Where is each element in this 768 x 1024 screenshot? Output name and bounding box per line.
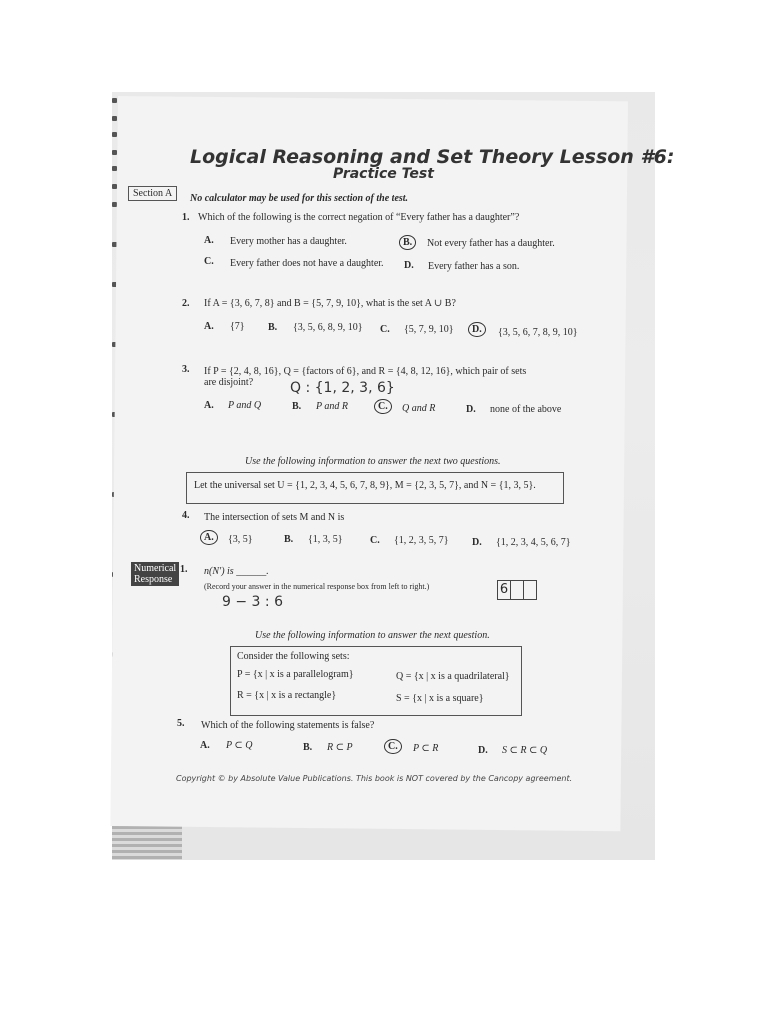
q2-option-c: {5, 7, 9, 10} [404, 324, 454, 335]
info2-set-p: P = {x | x is a parallelogram} [237, 669, 354, 680]
section-a-note: No calculator may be used for this section of the test. [190, 193, 409, 204]
q2-option-a-label: A. [204, 321, 214, 332]
q2-option-d-label [468, 322, 486, 337]
q4-option-d: {1, 2, 3, 4, 5, 6, 7} [496, 537, 571, 548]
q3-option-c: Q and R [402, 403, 436, 414]
q3-number: 3. [182, 364, 190, 375]
q5-option-a-label: A. [200, 740, 210, 751]
q3-text-continued: are disjoint? [204, 377, 254, 388]
q1-option-b: Not every father has a daughter. [427, 238, 555, 249]
q3-handwritten-note: Q : {1, 2, 3, 6} [290, 380, 395, 396]
q3-option-c-label [374, 399, 392, 414]
q4-option-c-label: C. [370, 535, 380, 546]
info2-set-s: S = {x | x is a square} [396, 693, 484, 704]
q2-option-b: {3, 5, 6, 8, 9, 10} [293, 322, 363, 333]
nr1-instruction: (Record your answer in the numerical response box from left to right.) [204, 582, 430, 591]
q1-option-a-label: A. [204, 235, 214, 246]
q5-option-d-label: D. [478, 745, 488, 756]
answer-circle-mark: C. [374, 399, 392, 414]
q5-option-c: P ⊂ R [413, 743, 439, 754]
nr1-handwritten-work: 9 − 3 : 6 [222, 594, 283, 610]
q1-number: 1. [182, 212, 190, 223]
q3-option-a: P and Q [228, 400, 262, 411]
copyright-notice: Copyright © by Absolute Value Publications. This book is NOT covered by the Cancopy agreement. [176, 774, 573, 783]
nr1-number: 1. [180, 564, 188, 575]
q4-text: The intersection of sets M and N is [204, 512, 345, 523]
q4-number: 4. [182, 510, 190, 521]
q5-number: 5. [177, 718, 185, 729]
answer-circle-mark: D. [468, 322, 486, 337]
q4-option-a: {3, 5} [228, 534, 253, 545]
response-digit-2[interactable] [510, 580, 524, 600]
q5-text: Which of the following statements is false? [201, 720, 375, 731]
q4-option-d-label: D. [472, 537, 482, 548]
q3-option-d-label: D. [466, 404, 476, 415]
q2-option-d: {3, 5, 6, 7, 8, 9, 10} [498, 327, 578, 338]
q3-option-d: none of the above [490, 404, 562, 415]
info1-heading: Use the following information to answer the next two questions. [245, 456, 501, 467]
info1-text: Let the universal set U = {1, 2, 3, 4, 5, 6, 7, 8, 9}, M = {2, 3, 5, 7}, and N = {1, 3, 5}. [194, 480, 536, 491]
q2-text: If A = {3, 6, 7, 8} and B = {5, 7, 9, 10}, what is the set A ∪ B? [204, 298, 456, 309]
q1-option-d-label: D. [404, 260, 414, 271]
q4-option-a-label [200, 530, 218, 545]
numerical-response-badge [131, 562, 179, 586]
numerical-response-box[interactable] [498, 580, 537, 600]
q4-option-c: {1, 2, 3, 5, 7} [394, 535, 449, 546]
info2-intro: Consider the following sets: [237, 651, 350, 662]
q3-text: If P = {2, 4, 8, 16}, Q = {factors of 6}, and R = {4, 8, 12, 16}, which pair of sets [204, 366, 527, 377]
q4-option-b-label: B. [284, 534, 294, 545]
q5-option-d: S ⊂ R ⊂ Q [502, 745, 548, 756]
q5-option-c-label [384, 739, 402, 754]
nr-badge-line2: Response [134, 574, 173, 585]
q1-option-c-label: C. [204, 256, 214, 267]
q2-option-c-label: C. [380, 324, 390, 335]
response-digit-1[interactable]: 6 [497, 580, 511, 600]
nr1-text: n(N′) is ______. [204, 566, 269, 577]
worksheet-subtitle: Practice Test [333, 166, 434, 182]
q2-option-b-label: B. [268, 322, 278, 333]
q1-option-b-label [399, 235, 416, 250]
worksheet-title: Logical Reasoning and Set Theory Lesson #6: [190, 146, 675, 168]
q5-option-a: P ⊂ Q [226, 740, 253, 751]
q3-option-b-label: B. [292, 401, 302, 412]
q1-option-d: Every father has a son. [428, 261, 520, 272]
q5-option-b-label: B. [303, 742, 313, 753]
q2-option-a: {7} [230, 321, 245, 332]
q1-text: Which of the following is the correct negation of “Every father has a daughter”? [198, 212, 520, 223]
info2-set-q: Q = {x | x is a quadrilateral} [396, 671, 510, 682]
response-digit-3[interactable] [523, 580, 537, 600]
info2-heading: Use the following information to answer the next question. [255, 630, 490, 641]
nr-badge-line1: Numerical [134, 563, 177, 574]
answer-circle-mark: B. [399, 235, 416, 250]
info2-set-r: R = {x | x is a rectangle} [237, 690, 337, 701]
q1-option-a: Every mother has a daughter. [230, 236, 347, 247]
answer-circle-mark: A. [200, 530, 218, 545]
q5-option-b: R ⊂ P [327, 742, 353, 753]
q1-option-c: Every father does not have a daughter. [230, 258, 384, 269]
answer-circle-mark: C. [384, 739, 402, 754]
q4-option-b: {1, 3, 5} [308, 534, 343, 545]
q3-option-a-label: A. [204, 400, 214, 411]
section-a-label: Section A [128, 186, 177, 201]
q3-option-b: P and R [316, 401, 349, 412]
q2-number: 2. [182, 298, 190, 309]
